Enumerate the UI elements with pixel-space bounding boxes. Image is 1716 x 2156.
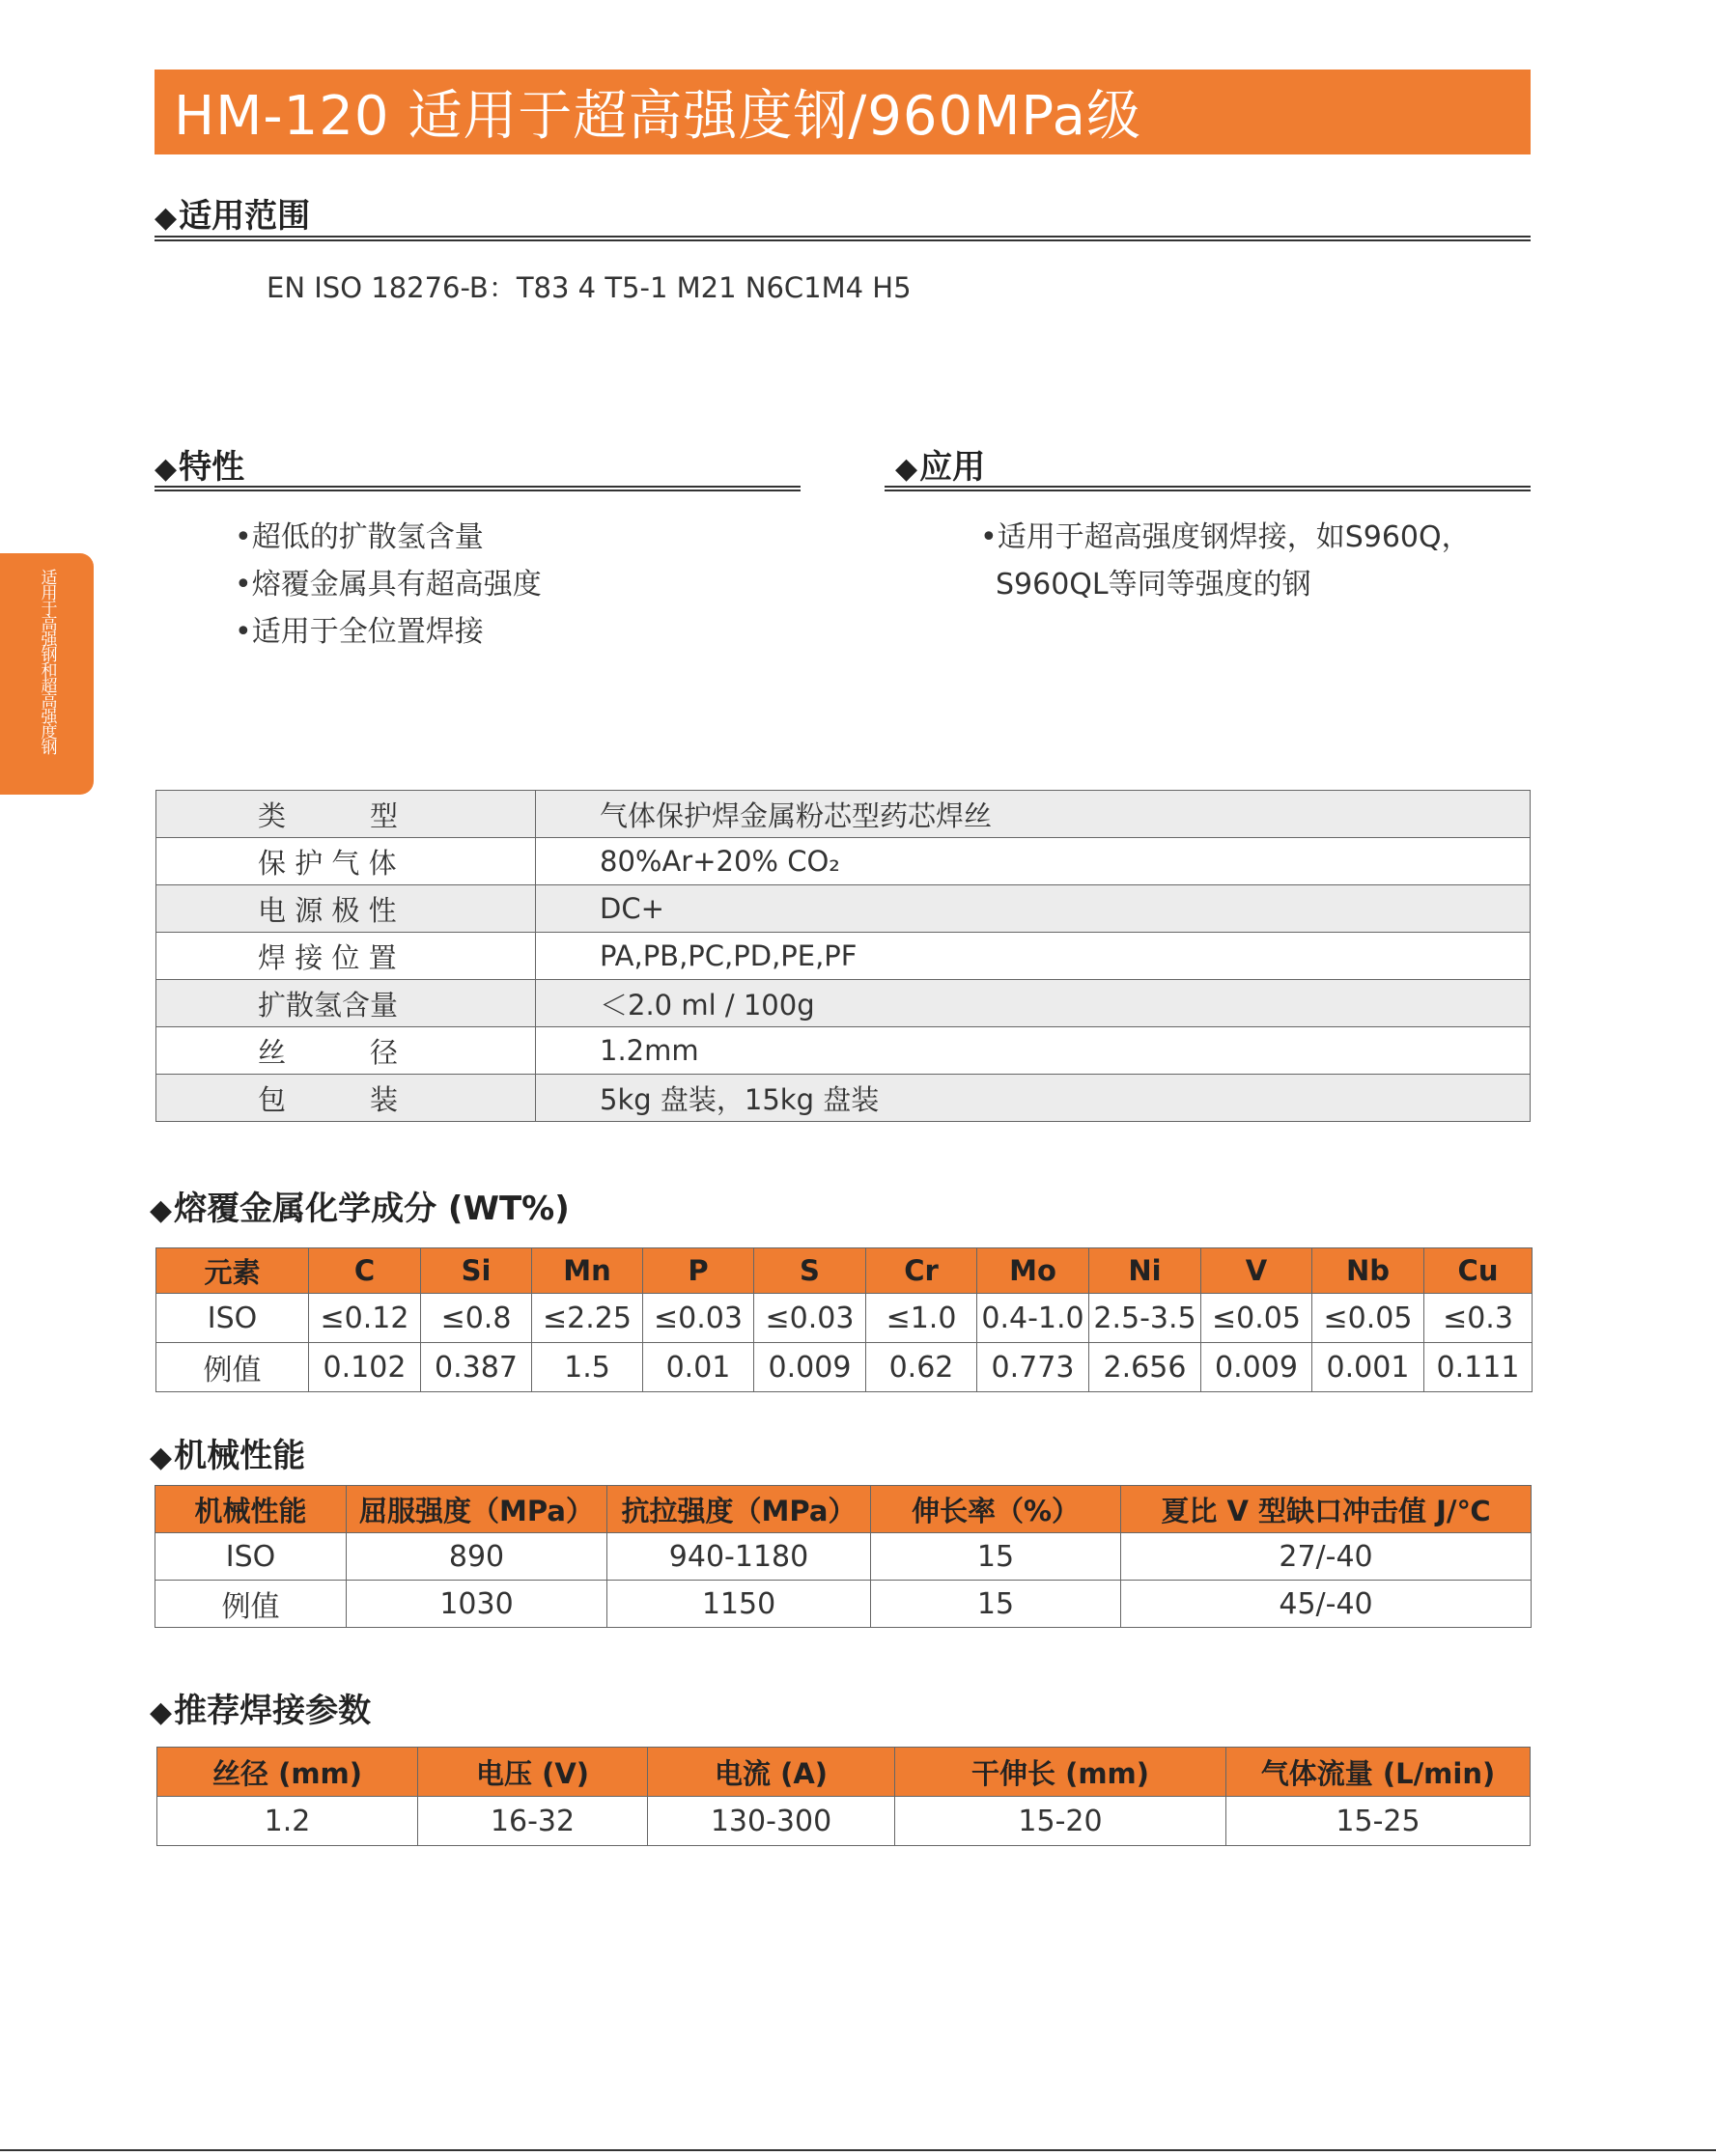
property-value: 5kg 盘装，15kg 盘装 [536, 1075, 1531, 1122]
mechanical-table [155, 1485, 1532, 1628]
welding-heading: ◆推荐焊接参数 [150, 1692, 372, 1730]
table-row [156, 838, 1531, 885]
feature-item: •超低的扩散氢含量 [235, 520, 484, 554]
table-cell: 16-32 [418, 1797, 648, 1846]
column-header: Nb [1312, 1248, 1424, 1294]
column-header: 电流 (A) [648, 1748, 895, 1797]
application-text [980, 514, 1471, 608]
column-header: 抗拉强度（MPa） [607, 1486, 871, 1533]
column-header: Cr [866, 1248, 977, 1294]
table-cell: 45/-40 [1121, 1581, 1532, 1628]
column-header: Mo [977, 1248, 1089, 1294]
table-cell: ≤2.25 [532, 1294, 643, 1343]
diamond-icon: ◆ [155, 201, 178, 235]
table-row [156, 933, 1531, 980]
table-cell: ≤0.03 [754, 1294, 866, 1343]
page-bottom-rule [0, 2149, 1716, 2151]
mechanical-heading: ◆机械性能 [150, 1437, 306, 1475]
welding-table [156, 1747, 1531, 1846]
table-cell: ≤0.03 [643, 1294, 754, 1343]
table-cell: ≤0.12 [309, 1294, 421, 1343]
diamond-icon: ◆ [895, 452, 918, 486]
table-cell: ≤0.05 [1201, 1294, 1312, 1343]
table-cell: 940-1180 [607, 1533, 871, 1581]
page-title: HM-120 适用于超高强度钢/960MPa级 [155, 70, 1531, 154]
table-cell: 2.656 [1089, 1343, 1201, 1392]
application-rule [885, 486, 1531, 491]
column-header: Si [421, 1248, 532, 1294]
property-label: 电 源 极 性 [156, 885, 536, 933]
property-label: 包 装 [156, 1075, 536, 1122]
side-tab-label: 适用于高强钢和超高强度钢 [37, 569, 57, 754]
column-header: 夏比 V 型缺口冲击值 J/℃ [1121, 1486, 1532, 1533]
table-row [157, 1797, 1531, 1846]
property-value: 80%Ar+20% CO₂ [536, 838, 1531, 885]
side-tab [0, 553, 94, 795]
table-header-row [155, 1486, 1532, 1533]
table-cell: ≤1.0 [866, 1294, 977, 1343]
features-rule [155, 486, 801, 491]
diamond-icon: ◆ [150, 1193, 173, 1227]
column-header: C [309, 1248, 421, 1294]
table-row [156, 885, 1531, 933]
table-cell: 0.01 [643, 1343, 754, 1392]
table-cell: 0.111 [1424, 1343, 1533, 1392]
chemistry-heading: ◆熔覆金属化学成分 (WT%) [150, 1190, 570, 1228]
table-cell: 130-300 [648, 1797, 895, 1846]
table-cell: ISO [156, 1294, 309, 1343]
features-heading: ◆特性 [155, 448, 245, 487]
property-value: 气体保护焊金属粉芯型药芯焊丝 [536, 791, 1531, 838]
column-header: 元素 [156, 1248, 309, 1294]
table-row [156, 1294, 1533, 1343]
table-cell: ≤0.8 [421, 1294, 532, 1343]
feature-item: •适用于全位置焊接 [235, 615, 484, 649]
diamond-icon: ◆ [155, 452, 178, 486]
table-cell: 2.5-3.5 [1089, 1294, 1201, 1343]
column-header: 伸长率（%） [871, 1486, 1121, 1533]
feature-item: •熔覆金属具有超高强度 [235, 568, 542, 602]
scope-rule [155, 236, 1531, 241]
column-header: S [754, 1248, 866, 1294]
property-label: 类 型 [156, 791, 536, 838]
application-line: S960QL等同等强度的钢 [996, 568, 1311, 602]
column-header: 机械性能 [155, 1486, 347, 1533]
column-header: V [1201, 1248, 1312, 1294]
table-cell: 1150 [607, 1581, 871, 1628]
scope-heading: ◆适用范围 [155, 197, 311, 236]
column-header: Ni [1089, 1248, 1201, 1294]
table-header-row [156, 1248, 1533, 1294]
application-line: •适用于超高强度钢焊接，如S960Q， [980, 520, 1471, 554]
table-cell: 0.387 [421, 1343, 532, 1392]
table-cell: 0.009 [754, 1343, 866, 1392]
table-cell: 0.4-1.0 [977, 1294, 1089, 1343]
table-row [156, 1075, 1531, 1122]
table-cell: 27/-40 [1121, 1533, 1532, 1581]
property-label: 扩散氢含量 [156, 980, 536, 1027]
property-value: ＜2.0 ml / 100g [536, 980, 1531, 1027]
table-row [155, 1581, 1532, 1628]
table-cell: ≤0.05 [1312, 1294, 1424, 1343]
table-cell: 0.62 [866, 1343, 977, 1392]
chemistry-table [155, 1247, 1533, 1392]
diamond-icon: ◆ [150, 1441, 173, 1474]
column-header: Mn [532, 1248, 643, 1294]
property-value: DC+ [536, 885, 1531, 933]
property-label: 保 护 气 体 [156, 838, 536, 885]
diamond-icon: ◆ [150, 1695, 173, 1729]
table-row [156, 1027, 1531, 1075]
table-row [156, 980, 1531, 1027]
table-cell: 0.773 [977, 1343, 1089, 1392]
table-cell: 0.001 [1312, 1343, 1424, 1392]
table-cell: 例值 [155, 1581, 347, 1628]
table-cell: 0.009 [1201, 1343, 1312, 1392]
table-cell: 1030 [347, 1581, 607, 1628]
column-header: P [643, 1248, 754, 1294]
table-cell: 1.5 [532, 1343, 643, 1392]
table-cell: ≤0.3 [1424, 1294, 1533, 1343]
table-cell: 15-20 [895, 1797, 1226, 1846]
table-row [156, 791, 1531, 838]
column-header: 屈服强度（MPa） [347, 1486, 607, 1533]
table-cell: 15 [871, 1533, 1121, 1581]
standard-designation: EN ISO 18276-B：T83 4 T5-1 M21 N6C1M4 H5 [267, 271, 912, 304]
table-cell: 890 [347, 1533, 607, 1581]
column-header: 气体流量 (L/min) [1226, 1748, 1531, 1797]
column-header: 丝径 (mm) [157, 1748, 418, 1797]
application-heading: ◆应用 [895, 448, 986, 487]
property-label: 丝 径 [156, 1027, 536, 1075]
table-cell: 例值 [156, 1343, 309, 1392]
table-cell: 15 [871, 1581, 1121, 1628]
table-cell: 0.102 [309, 1343, 421, 1392]
features-list [235, 514, 542, 656]
table-header-row [157, 1748, 1531, 1797]
table-cell: 15-25 [1226, 1797, 1531, 1846]
table-cell: 1.2 [157, 1797, 418, 1846]
column-header: Cu [1424, 1248, 1533, 1294]
table-row [156, 1343, 1533, 1392]
property-label: 焊 接 位 置 [156, 933, 536, 980]
properties-table [155, 790, 1531, 1122]
table-cell: ISO [155, 1533, 347, 1581]
column-header: 干伸长 (mm) [895, 1748, 1226, 1797]
property-value: 1.2mm [536, 1027, 1531, 1075]
column-header: 电压 (V) [418, 1748, 648, 1797]
property-value: PA,PB,PC,PD,PE,PF [536, 933, 1531, 980]
table-row [155, 1533, 1532, 1581]
